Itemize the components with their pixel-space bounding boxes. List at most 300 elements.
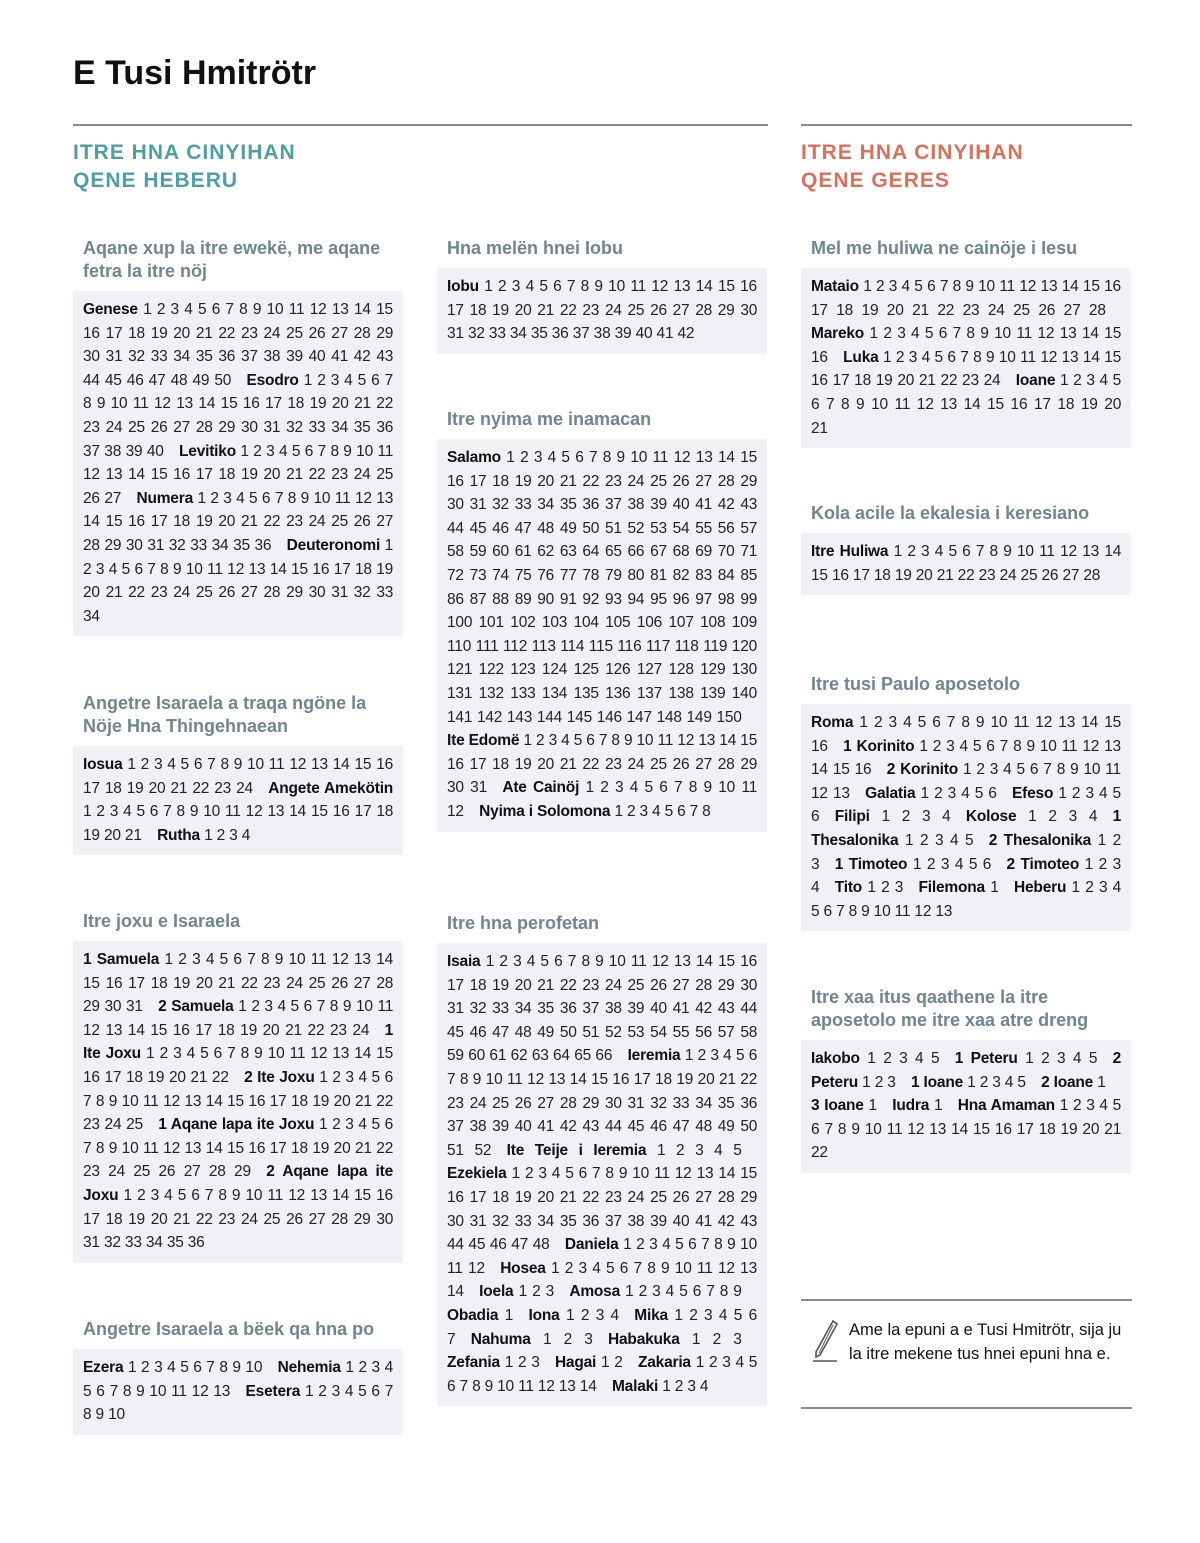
chapter-link[interactable]: 48 xyxy=(695,1118,713,1136)
chapter-link[interactable]: 15 xyxy=(220,395,238,413)
chapter-link[interactable]: 16 xyxy=(172,1021,190,1039)
chapter-link[interactable]: 33 xyxy=(376,584,394,602)
chapter-link[interactable]: 4 xyxy=(344,1382,354,1400)
chapter-link[interactable]: 16 xyxy=(1104,278,1121,295)
chapter-link[interactable]: 7 xyxy=(999,737,1009,755)
chapter-link[interactable]: 8 xyxy=(966,325,975,343)
book-name[interactable]: Mareko xyxy=(811,325,865,343)
chapter-link[interactable]: 4 xyxy=(279,442,288,460)
chapter-link[interactable]: 1 xyxy=(933,1097,943,1115)
chapter-link[interactable]: 20 xyxy=(514,976,532,994)
chapter-link[interactable]: 31 xyxy=(447,1000,464,1018)
chapter-link[interactable]: 22 xyxy=(559,976,577,994)
chapter-link[interactable]: 7 xyxy=(447,1330,456,1348)
chapter-link[interactable]: 9 xyxy=(856,395,865,413)
chapter-link[interactable]: 29 xyxy=(286,584,303,602)
chapter-link[interactable]: 4 xyxy=(1099,372,1108,390)
chapter-link[interactable]: 1 xyxy=(695,1354,705,1372)
chapter-link[interactable]: 7 xyxy=(836,902,845,920)
book-name[interactable]: Daniela xyxy=(564,1236,619,1254)
chapter-link[interactable]: 2 xyxy=(697,1047,707,1065)
chapter-link[interactable]: 6 xyxy=(659,779,668,797)
chapter-link[interactable]: 38 xyxy=(604,1000,622,1018)
chapter-link[interactable]: 45 xyxy=(468,1236,486,1254)
chapter-link[interactable]: 72 xyxy=(447,566,464,584)
chapter-link[interactable]: 15 xyxy=(227,1092,244,1110)
chapter-link[interactable]: 10 xyxy=(608,278,625,295)
chapter-link[interactable]: 5 xyxy=(249,489,258,507)
chapter-link[interactable]: 12 xyxy=(153,395,171,413)
chapter-link[interactable]: 41 xyxy=(331,348,349,366)
chapter-link[interactable]: 71 xyxy=(740,543,758,561)
chapter-link[interactable]: 82 xyxy=(672,566,690,584)
chapter-link[interactable]: 8 xyxy=(580,278,590,295)
chapter-link[interactable]: 11 xyxy=(999,278,1016,295)
chapter-link[interactable]: 30 xyxy=(740,301,758,319)
book-name[interactable]: Esetera xyxy=(245,1382,301,1400)
chapter-link[interactable]: 96 xyxy=(672,590,690,608)
chapter-link[interactable]: 44 xyxy=(447,519,464,537)
chapter-link[interactable]: 17 xyxy=(105,324,123,342)
chapter-link[interactable]: 29 xyxy=(104,536,122,554)
chapter-link[interactable]: 25 xyxy=(263,1210,281,1228)
chapter-link[interactable]: 16 xyxy=(831,566,849,584)
chapter-link[interactable]: 11 xyxy=(741,779,758,797)
chapter-link[interactable]: 26 xyxy=(1038,301,1056,319)
chapter-link[interactable]: 35 xyxy=(717,1094,735,1112)
chapter-link[interactable]: 15 xyxy=(740,1165,758,1183)
chapter-link[interactable]: 50 xyxy=(582,519,600,537)
chapter-link[interactable]: 24 xyxy=(104,1116,122,1134)
chapter-link[interactable]: 38 xyxy=(593,325,611,343)
chapter-link[interactable]: 147 xyxy=(626,708,652,726)
chapter-link[interactable]: 26 xyxy=(218,584,236,602)
book-name[interactable]: Ioela xyxy=(479,1283,514,1301)
chapter-link[interactable]: 6 xyxy=(149,803,159,821)
chapter-link[interactable]: 21 xyxy=(173,1210,191,1228)
chapter-link[interactable]: 21 xyxy=(354,395,371,413)
chapter-link[interactable]: 4 xyxy=(592,1259,601,1277)
chapter-link[interactable]: 24 xyxy=(999,566,1017,584)
chapter-link[interactable]: 27 xyxy=(695,1188,713,1206)
chapter-link[interactable]: 1 xyxy=(867,879,876,897)
chapter-link[interactable]: 17 xyxy=(83,779,100,797)
chapter-link[interactable]: 31 xyxy=(470,779,488,797)
chapter-link[interactable]: 50 xyxy=(559,1023,577,1041)
chapter-link[interactable]: 27 xyxy=(104,489,122,507)
chapter-link[interactable]: 24 xyxy=(240,1210,258,1228)
chapter-link[interactable]: 2 xyxy=(919,831,929,849)
chapter-link[interactable]: 47 xyxy=(514,519,532,537)
chapter-link[interactable]: 1 xyxy=(1025,1050,1034,1067)
chapter-link[interactable]: 34 xyxy=(331,418,349,436)
chapter-link[interactable]: 32 xyxy=(128,348,145,366)
chapter-link[interactable]: 2 xyxy=(137,1186,146,1204)
chapter-link[interactable]: 6 xyxy=(748,1306,757,1324)
chapter-link[interactable]: 27 xyxy=(1062,566,1080,584)
chapter-link[interactable]: 13 xyxy=(1040,278,1058,295)
chapter-link[interactable]: 1 xyxy=(566,1306,575,1324)
chapter-link[interactable]: 11 xyxy=(630,278,647,295)
chapter-link[interactable]: 4 xyxy=(961,784,970,802)
chapter-link[interactable]: 5 xyxy=(679,1283,688,1301)
chapter-link[interactable]: 3 xyxy=(548,732,557,750)
chapter-link[interactable]: 123 xyxy=(510,661,536,679)
chapter-link[interactable]: 7 xyxy=(689,802,699,820)
chapter-link[interactable]: 7 xyxy=(163,803,172,821)
chapter-link[interactable]: 14 xyxy=(128,466,145,484)
chapter-link[interactable]: 145 xyxy=(566,708,593,726)
chapter-link[interactable]: 18 xyxy=(655,1070,672,1088)
chapter-link[interactable]: 54 xyxy=(672,519,690,537)
chapter-link[interactable]: 43 xyxy=(717,1000,735,1018)
chapter-link[interactable]: 24 xyxy=(469,1094,487,1112)
chapter-link[interactable]: 9 xyxy=(95,1406,104,1424)
chapter-link[interactable]: 17 xyxy=(195,466,213,484)
chapter-link[interactable]: 40 xyxy=(308,348,326,366)
chapter-link[interactable]: 3 xyxy=(173,1045,182,1063)
chapter-link[interactable]: 36 xyxy=(187,1234,205,1252)
chapter-link[interactable]: 33 xyxy=(488,325,506,343)
chapter-link[interactable]: 134 xyxy=(541,684,568,702)
chapter-link[interactable]: 6 xyxy=(578,1165,588,1183)
chapter-link[interactable]: 7 xyxy=(701,1236,710,1254)
chapter-link[interactable]: 3 xyxy=(154,1359,163,1376)
chapter-link[interactable]: 6 xyxy=(986,737,995,755)
chapter-link[interactable]: 1 xyxy=(1028,808,1037,826)
chapter-link[interactable]: 63 xyxy=(531,1047,549,1065)
chapter-link[interactable]: 16 xyxy=(248,1139,266,1157)
chapter-link[interactable]: 13 xyxy=(1059,325,1077,343)
chapter-link[interactable]: 13 xyxy=(176,395,194,413)
chapter-link[interactable]: 8 xyxy=(961,714,970,731)
chapter-link[interactable]: 30 xyxy=(240,418,258,436)
chapter-link[interactable]: 2 xyxy=(563,1330,573,1348)
chapter-link[interactable]: 5 xyxy=(733,1141,742,1159)
chapter-link[interactable]: 3 xyxy=(888,714,897,731)
chapter-link[interactable]: 3 xyxy=(695,1141,704,1159)
chapter-link[interactable]: 6 xyxy=(811,1120,820,1138)
chapter-link[interactable]: 21 xyxy=(190,1068,208,1086)
chapter-link[interactable]: 2 xyxy=(317,371,326,389)
book-name[interactable]: Rutha xyxy=(157,826,200,844)
chapter-link[interactable]: 18 xyxy=(376,803,394,821)
chapter-link[interactable]: 18 xyxy=(873,566,891,584)
chapter-link[interactable]: 8 xyxy=(239,301,248,318)
chapter-link[interactable]: 86 xyxy=(447,590,464,608)
chapter-link[interactable]: 18 xyxy=(128,324,145,342)
chapter-link[interactable]: 8 xyxy=(83,1406,92,1424)
chapter-link[interactable]: 36 xyxy=(218,348,236,366)
chapter-link[interactable]: 9 xyxy=(861,902,870,920)
chapter-link[interactable]: 3 xyxy=(95,560,105,578)
chapter-link[interactable]: 26 xyxy=(286,1210,303,1228)
chapter-link[interactable]: 5 xyxy=(914,278,923,295)
chapter-link[interactable]: 1 xyxy=(319,1116,328,1134)
chapter-link[interactable]: 13 xyxy=(832,784,850,802)
chapter-link[interactable]: 15 xyxy=(150,466,168,484)
book-name[interactable]: Esodro xyxy=(246,371,299,389)
chapter-link[interactable]: 9 xyxy=(342,998,352,1016)
book-name[interactable]: Iosua xyxy=(83,756,123,773)
chapter-link[interactable]: 12 xyxy=(916,395,934,413)
chapter-link[interactable]: 24 xyxy=(604,976,622,994)
book-name[interactable]: 1 Aqane lapa ite Joxu xyxy=(158,1116,315,1134)
chapter-link[interactable]: 27 xyxy=(173,418,191,436)
chapter-link[interactable]: 17 xyxy=(469,755,487,773)
chapter-link[interactable]: 5 xyxy=(539,278,548,295)
chapter-link[interactable]: 28 xyxy=(695,301,713,319)
chapter-link[interactable]: 14 xyxy=(1082,325,1099,343)
chapter-link[interactable]: 9 xyxy=(232,1359,241,1376)
chapter-link[interactable]: 2 xyxy=(600,779,609,797)
chapter-link[interactable]: 11 xyxy=(894,902,911,920)
chapter-link[interactable]: 7 xyxy=(952,325,961,343)
chapter-link[interactable]: 17 xyxy=(832,372,850,390)
chapter-link[interactable]: 4 xyxy=(344,371,353,389)
chapter-link[interactable]: 5 xyxy=(1088,1050,1098,1067)
book-name[interactable]: Heberu xyxy=(1014,879,1067,897)
chapter-link[interactable]: 34 xyxy=(537,496,555,514)
chapter-link[interactable]: 57 xyxy=(740,519,758,537)
chapter-link[interactable]: 3 xyxy=(921,543,930,560)
chapter-link[interactable]: 49 xyxy=(192,371,210,389)
chapter-link[interactable]: 1 xyxy=(128,1359,137,1376)
chapter-link[interactable]: 8 xyxy=(688,779,698,797)
chapter-link[interactable]: 45 xyxy=(104,371,122,389)
chapter-link[interactable]: 3 xyxy=(330,371,340,389)
chapter-link[interactable]: 4 xyxy=(358,1116,367,1134)
chapter-link[interactable]: 22 xyxy=(811,1144,828,1162)
chapter-link[interactable]: 27 xyxy=(695,472,713,490)
chapter-link[interactable]: 14 xyxy=(1081,714,1099,731)
chapter-link[interactable]: 13 xyxy=(548,1070,566,1088)
chapter-link[interactable]: 7 xyxy=(247,951,256,968)
chapter-link[interactable]: 14 xyxy=(332,756,350,773)
chapter-link[interactable]: 58 xyxy=(447,543,464,561)
chapter-link[interactable]: 43 xyxy=(376,348,394,366)
chapter-link[interactable]: 4 xyxy=(1003,761,1012,779)
chapter-link[interactable]: 16 xyxy=(447,472,464,490)
chapter-link[interactable]: 12 xyxy=(288,1186,306,1204)
book-name[interactable]: Hagai xyxy=(554,1354,597,1372)
chapter-link[interactable]: 9 xyxy=(108,1092,118,1110)
chapter-link[interactable]: 22 xyxy=(559,301,577,319)
chapter-link[interactable]: 3 xyxy=(946,737,955,755)
chapter-link[interactable]: 7 xyxy=(384,1382,394,1400)
chapter-link[interactable]: 3 xyxy=(894,879,904,897)
chapter-link[interactable]: 33 xyxy=(514,496,532,514)
chapter-link[interactable]: 40 xyxy=(146,442,164,460)
chapter-link[interactable]: 6 xyxy=(677,802,686,820)
chapter-link[interactable]: 33 xyxy=(190,536,208,554)
chapter-link[interactable]: 4 xyxy=(561,732,570,750)
book-name[interactable]: Habakuka xyxy=(608,1330,680,1348)
chapter-link[interactable]: 8 xyxy=(95,1139,105,1157)
chapter-link[interactable]: 21 xyxy=(559,472,577,490)
chapter-link[interactable]: 13 xyxy=(696,1165,714,1183)
chapter-link[interactable]: 1 xyxy=(384,536,394,554)
chapter-link[interactable]: 13 xyxy=(331,301,349,318)
chapter-link[interactable]: 48 xyxy=(537,519,555,537)
chapter-link[interactable]: 49 xyxy=(537,1023,555,1041)
chapter-link[interactable]: 3 xyxy=(940,855,950,873)
chapter-link[interactable]: 38 xyxy=(627,1212,645,1230)
chapter-link[interactable]: 16 xyxy=(740,278,757,295)
chapter-link[interactable]: 5 xyxy=(121,560,130,578)
chapter-link[interactable]: 144 xyxy=(536,708,563,726)
chapter-link[interactable]: 16 xyxy=(994,1120,1012,1138)
chapter-link[interactable]: 16 xyxy=(376,1186,393,1204)
chapter-link[interactable]: 16 xyxy=(612,1070,630,1088)
chapter-link[interactable]: 25 xyxy=(308,974,326,992)
chapter-link[interactable]: 16 xyxy=(83,1068,100,1086)
chapter-link[interactable]: 14 xyxy=(198,395,216,413)
chapter-link[interactable]: 26 xyxy=(150,418,168,436)
chapter-link[interactable]: 27 xyxy=(672,976,690,994)
chapter-link[interactable]: 4 xyxy=(735,1354,744,1372)
chapter-link[interactable]: 1 xyxy=(1071,879,1080,897)
chapter-link[interactable]: 20 xyxy=(148,779,166,797)
chapter-link[interactable]: 32 xyxy=(286,418,303,436)
chapter-link[interactable]: 10 xyxy=(497,1377,514,1395)
book-name[interactable]: Ate Cainöj xyxy=(502,779,580,797)
chapter-link[interactable]: 25 xyxy=(627,976,645,994)
chapter-link[interactable]: 2 xyxy=(676,1141,685,1159)
chapter-link[interactable]: 53 xyxy=(650,519,667,537)
chapter-link[interactable]: 15 xyxy=(717,278,735,295)
chapter-link[interactable]: 23 xyxy=(83,1163,100,1181)
chapter-link[interactable]: 4 xyxy=(1072,1050,1082,1067)
book-name[interactable]: Filipi xyxy=(834,808,870,826)
chapter-link[interactable]: 4 xyxy=(236,489,245,507)
chapter-link[interactable]: 35 xyxy=(353,418,371,436)
chapter-link[interactable]: 4 xyxy=(610,1306,619,1324)
chapter-link[interactable]: 56 xyxy=(717,519,735,537)
chapter-link[interactable]: 9 xyxy=(274,951,284,968)
chapter-link[interactable]: 39 xyxy=(627,1000,645,1018)
chapter-link[interactable]: 24 xyxy=(108,1163,126,1181)
chapter-link[interactable]: 13 xyxy=(1082,543,1100,560)
chapter-link[interactable]: 94 xyxy=(627,590,645,608)
chapter-link[interactable]: 19 xyxy=(514,1188,532,1206)
chapter-link[interactable]: 2 xyxy=(907,543,916,560)
book-name[interactable]: Genese xyxy=(83,301,138,318)
chapter-link[interactable]: 2 xyxy=(979,1073,989,1091)
chapter-link[interactable]: 25 xyxy=(1013,301,1030,319)
chapter-link[interactable]: 3 xyxy=(652,1283,661,1301)
chapter-link[interactable]: 20 xyxy=(218,513,236,531)
chapter-link[interactable]: 1 xyxy=(127,756,136,773)
chapter-link[interactable]: 80 xyxy=(627,566,645,584)
chapter-link[interactable]: 30 xyxy=(83,348,100,366)
chapter-link[interactable]: 10 xyxy=(266,301,284,318)
chapter-link[interactable]: 2 xyxy=(332,1116,341,1134)
chapter-link[interactable]: 4 xyxy=(551,1165,561,1183)
chapter-link[interactable]: 78 xyxy=(582,566,600,584)
chapter-link[interactable]: 3 xyxy=(584,1330,593,1348)
book-name[interactable]: 1 Korinito xyxy=(843,737,915,755)
chapter-link[interactable]: 34 xyxy=(173,348,191,366)
chapter-link[interactable]: 12 xyxy=(674,1165,692,1183)
chapter-link[interactable]: 7 xyxy=(975,543,985,560)
chapter-link[interactable]: 2 xyxy=(178,951,187,968)
chapter-link[interactable]: 8 xyxy=(837,1120,847,1138)
chapter-link[interactable]: 5 xyxy=(177,1186,187,1204)
chapter-link[interactable]: 33 xyxy=(492,1000,509,1018)
chapter-link[interactable]: 8 xyxy=(218,1186,227,1204)
chapter-link[interactable]: 28 xyxy=(208,1163,226,1181)
chapter-link[interactable]: 3 xyxy=(899,1050,908,1067)
chapter-link[interactable]: 90 xyxy=(537,590,555,608)
chapter-link[interactable]: 18 xyxy=(492,1188,509,1206)
chapter-link[interactable]: 106 xyxy=(636,614,663,632)
chapter-link[interactable]: 12 xyxy=(718,1259,735,1277)
chapter-link[interactable]: 23 xyxy=(214,779,232,797)
chapter-link[interactable]: 1 xyxy=(893,543,903,560)
chapter-link[interactable]: 1 xyxy=(146,1045,155,1063)
chapter-link[interactable]: 13 xyxy=(332,1045,350,1063)
chapter-link[interactable]: 17 xyxy=(269,1139,287,1157)
book-name[interactable]: Luka xyxy=(843,348,879,366)
chapter-link[interactable]: 3 xyxy=(704,1306,713,1324)
chapter-link[interactable]: 8 xyxy=(329,998,339,1016)
chapter-link[interactable]: 9 xyxy=(1026,737,1035,755)
chapter-link[interactable]: 2 xyxy=(499,953,508,970)
chapter-link[interactable]: 1 xyxy=(484,278,493,295)
chapter-link[interactable]: 9 xyxy=(595,953,604,970)
chapter-link[interactable]: 59 xyxy=(469,543,487,561)
chapter-link[interactable]: 4 xyxy=(665,1283,675,1301)
chapter-link[interactable]: 6 xyxy=(261,489,271,507)
chapter-link[interactable]: 116 xyxy=(617,637,642,655)
chapter-link[interactable]: 2 xyxy=(536,732,545,750)
chapter-link[interactable]: 51 xyxy=(582,1023,600,1041)
chapter-link[interactable]: 66 xyxy=(595,1047,613,1065)
chapter-link[interactable]: 6 xyxy=(962,543,971,560)
chapter-link[interactable]: 32 xyxy=(168,536,186,554)
chapter-link[interactable]: 2 xyxy=(614,1354,623,1372)
chapter-link[interactable]: 6 xyxy=(213,1045,223,1063)
chapter-link[interactable]: 17 xyxy=(354,803,372,821)
chapter-link[interactable]: 2 xyxy=(1048,808,1057,826)
chapter-link[interactable]: 14 xyxy=(1061,278,1079,295)
chapter-link[interactable]: 1 xyxy=(485,953,495,970)
chapter-link[interactable]: 128 xyxy=(668,661,694,679)
chapter-link[interactable]: 24 xyxy=(627,755,645,773)
chapter-link[interactable]: 102 xyxy=(510,614,536,632)
chapter-link[interactable]: 23 xyxy=(978,566,996,584)
chapter-link[interactable]: 16 xyxy=(105,974,123,992)
chapter-link[interactable]: 23 xyxy=(962,372,979,390)
chapter-link[interactable]: 2 xyxy=(638,1283,648,1301)
chapter-link[interactable]: 48 xyxy=(170,371,188,389)
chapter-link[interactable]: 5 xyxy=(974,784,984,802)
chapter-link[interactable]: 5 xyxy=(1016,761,1025,779)
chapter-link[interactable]: 1 xyxy=(862,1073,871,1091)
chapter-link[interactable]: 12 xyxy=(1040,348,1058,366)
chapter-link[interactable]: 12 xyxy=(1019,278,1037,295)
chapter-link[interactable]: 36 xyxy=(582,1212,600,1230)
chapter-link[interactable]: 3 xyxy=(733,1330,742,1348)
chapter-link[interactable]: 7 xyxy=(824,1120,833,1138)
chapter-link[interactable]: 14 xyxy=(447,1283,464,1301)
chapter-link[interactable]: 42 xyxy=(717,1212,735,1230)
chapter-link[interactable]: 6 xyxy=(688,1236,697,1254)
chapter-link[interactable]: 15 xyxy=(1082,278,1100,295)
chapter-link[interactable]: 5 xyxy=(371,1068,380,1086)
chapter-link[interactable]: 30 xyxy=(125,536,143,554)
